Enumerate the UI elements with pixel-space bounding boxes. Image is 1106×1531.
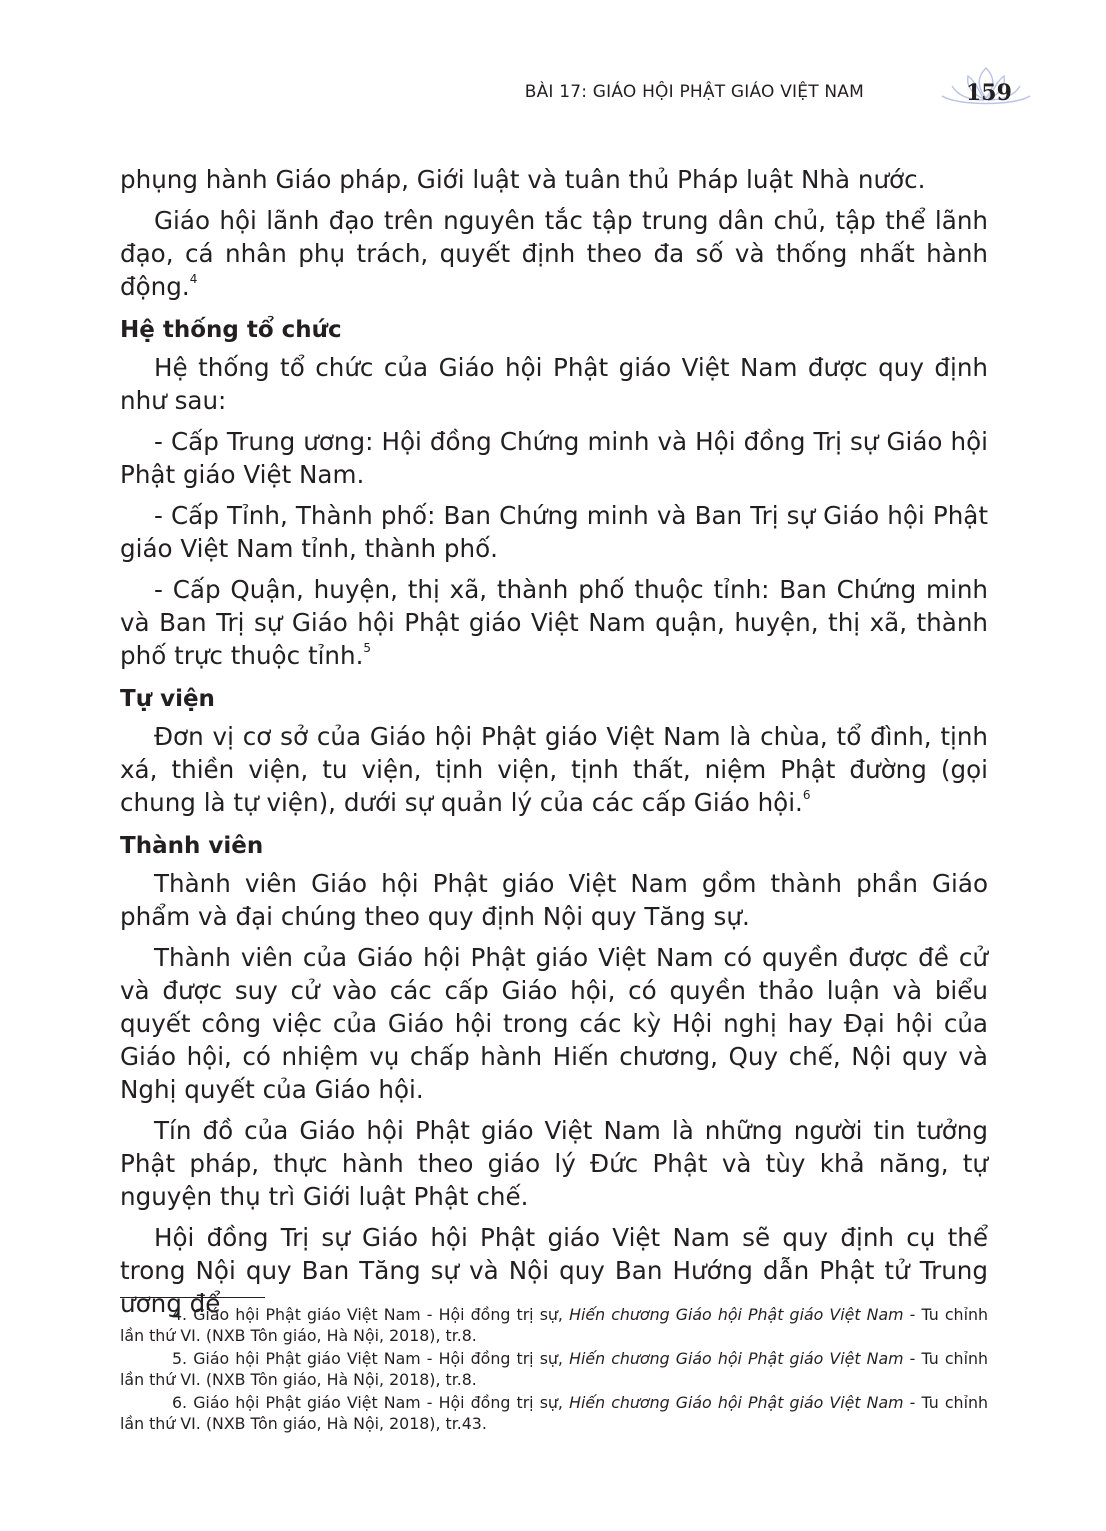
footnotes xyxy=(120,1304,988,1436)
footnote-ref: 6 xyxy=(802,788,811,802)
footnote: 4. Giáo hội Phật giáo Việt Nam - Hội đồng trị sự, Hiến chương Giáo hội Phật giáo Việt Nam - Tu chỉnh lần thứ VI. (NXB Tôn giáo, Hà Nội, 2018), tr.8. xyxy=(120,1305,988,1345)
paragraph: Đơn vị cơ sở của Giáo hội Phật giáo Việt Nam là chùa, tổ đình, tịnh xá, thiền viện, tu viện, tịnh viện, tịnh thất, niệm Phật đường (gọi chung là tự viện), dưới sự quản lý của các cấp Giáo hội.$^6$ xyxy=(120,722,988,817)
section-heading: Thành viên xyxy=(120,833,264,859)
body-text xyxy=(120,163,988,1328)
paragraph: Hệ thống tổ chức của Giáo hội Phật giáo Việt Nam được quy định như sau: xyxy=(120,353,988,415)
list-item: - Cấp Quận, huyện, thị xã, thành phố thuộc tỉnh: Ban Chứng minh và Ban Trị sự Giáo hội Phật giáo Việt Nam quận, huyện, thị xã, thành phố trực thuộc tỉnh.$^5$ xyxy=(120,575,988,670)
paragraph: Thành viên của Giáo hội Phật giáo Việt Nam có quyền được đề cử và được suy cử vào các cấp Giáo hội, có quyền thảo luận và biểu quyết công việc của Giáo hội trong các kỳ Hội nghị hay Đại hội của Giáo hội, có nhiệm vụ chấp hành Hiến chương, Quy chế, Nội quy và Nghị quyết của Giáo hội. xyxy=(120,943,988,1104)
page-number: 159 xyxy=(966,80,1012,106)
section-heading: Hệ thống tổ chức xyxy=(120,317,342,343)
footnote-divider xyxy=(120,1297,265,1298)
footnote-ref: 5 xyxy=(363,641,372,655)
running-header xyxy=(524,72,1040,112)
section-heading: Tự viện xyxy=(120,686,215,712)
paragraph: Giáo hội lãnh đạo trên nguyên tắc tập trung dân chủ, tập thể lãnh đạo, cá nhân phụ trách, quyết định theo đa số và thống nhất hành động.$^4$ xyxy=(120,206,988,301)
paragraph: Hội đồng Trị sự Giáo hội Phật giáo Việt Nam sẽ quy định cụ thể trong Nội quy Ban Tăng sự và Nội quy Ban Hướng dẫn Phật tử Trung ương để xyxy=(120,1223,988,1318)
footnote-ref: 4 xyxy=(189,272,198,286)
paragraph: Tín đồ của Giáo hội Phật giáo Việt Nam là những người tin tưởng Phật pháp, thực hành theo giáo lý Đức Phật và tùy khả năng, tự nguyện thụ trì Giới luật Phật chế. xyxy=(120,1116,988,1211)
paragraph: phụng hành Giáo pháp, Giới luật và tuân thủ Pháp luật Nhà nước. xyxy=(120,165,926,194)
list-item: - Cấp Tỉnh, Thành phố: Ban Chứng minh và Ban Trị sự Giáo hội Phật giáo Việt Nam tỉnh, thành phố. xyxy=(120,501,988,563)
footnote: 5. Giáo hội Phật giáo Việt Nam - Hội đồng trị sự, Hiến chương Giáo hội Phật giáo Việt Nam - Tu chỉnh lần thứ VI. (NXB Tôn giáo, Hà Nội, 2018), tr.8. xyxy=(120,1349,988,1389)
list-item: - Cấp Trung ương: Hội đồng Chứng minh và Hội đồng Trị sự Giáo hội Phật giáo Việt Nam. xyxy=(120,427,988,489)
chapter-title: BÀI 17: GIÁO HỘI PHẬT GIÁO VIỆT NAM xyxy=(524,82,864,102)
footnote: 6. Giáo hội Phật giáo Việt Nam - Hội đồng trị sự, Hiến chương Giáo hội Phật giáo Việt Nam - Tu chỉnh lần thứ VI. (NXB Tôn giáo, Hà Nội, 2018), tr.43. xyxy=(120,1393,988,1433)
paragraph: Thành viên Giáo hội Phật giáo Việt Nam gồm thành phần Giáo phẩm và đại chúng theo quy định Nội quy Tăng sự. xyxy=(120,869,988,931)
